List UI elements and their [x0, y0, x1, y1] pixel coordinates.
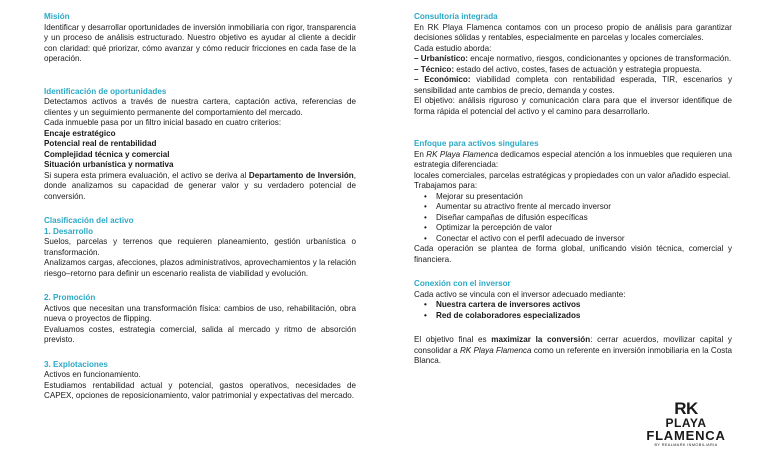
- consultoria-text: En RK Playa Flamenca contamos con un proceso propio de análisis para garantizar decisiones sólidas y rentables, especialmente en parcelas y locales comerciales.: [414, 22, 732, 42]
- logo-subtitle: BY REALMARK INMOBILIARIA: [654, 443, 718, 447]
- consultoria-item-urbanistico: – Urbanístico: encaje normativo, riesgos, condicionantes y opciones de transformación.: [414, 54, 732, 63]
- enfoque-intro: Trabajamos para:: [414, 181, 478, 190]
- identificacion-text: Detectamos activos a través de nuestra cartera, captación activa, referencias de clientes y un seguimiento permanente del comportamiento del mercado.: [44, 97, 356, 117]
- consultoria-heading: Consultoría integrada: [414, 12, 498, 21]
- enfoque-heading: Enfoque para activos singulares: [414, 139, 539, 148]
- mision-text: Identificar y desarrollar oportunidades de inversión inmobiliaria con rigor, transparencia y un proceso de análisis estructurado. Nuestro objetivo es ayudar al cliente a decidir con claridad: qué priorizar, cómo avanzar y cómo reducir fricciones en cada fase de la operación.: [44, 22, 356, 63]
- identificacion-conclusion: Si supera esta primera evaluación, el activo se deriva al Departamento de Inversión, donde analizamos su capacidad de generar valor y su verdadero potencial de conversión.: [44, 170, 356, 201]
- enfoque-text: En RK Playa Flamenca dedicamos especial atención a los inmuebles que requieren una estrategia diferenciada:: [414, 149, 732, 169]
- identificacion-intro: Cada inmueble pasa por un filtro inicial basado en cuatro criterios:: [44, 118, 282, 127]
- section-paragraph: Evaluamos costes, estrategia comercial, salida al mercado y ritmo de absorción previsto.: [44, 324, 356, 344]
- conexion-bullet: • Nuestra cartera de inversores activos: [414, 300, 732, 311]
- identificacion-heading: Identificación de oportunidades: [44, 86, 167, 96]
- consultoria-item-economico: – Económico: viabilidad completa con rentabilidad esperada, TIR, escenarios y sensibilidad ante cambios de precio, demanda y costes.: [414, 75, 732, 95]
- section-paragraph: Suelos, parcelas y terrenos que requieren planeamiento, gestión urbanística o transformación.: [44, 237, 356, 257]
- logo-line-flamenca: FLAMENCA: [646, 428, 726, 443]
- section-paragraph: Estudiamos rentabilidad actual y potencial, gastos operativos, necesidades de CAPEX, opciones de reposicionamiento, valor patrimonial y expectativas del mercado.: [44, 380, 356, 400]
- consultoria-objetivo: El objetivo: análisis riguroso y comunicación clara para que el inversor identifique de forma rápida el potencial del activo y el camino para desarrollarlo.: [414, 96, 732, 116]
- enfoque-conclusion: Cada operación se plantea de forma global, unificando visión técnica, comercial y financiera.: [414, 244, 732, 264]
- enfoque-bullet: • Conectar el activo con el perfil adecuado de inversor: [414, 234, 732, 245]
- criterion-item: Complejidad técnica y comercial: [44, 149, 170, 159]
- enfoque-text-2: locales comerciales, parcelas estratégicas y propiedades con un valor añadido especial.: [414, 170, 731, 180]
- section-title-promocion: 2. Promoción: [44, 293, 96, 302]
- section-paragraph: Analizamos cargas, afecciones, plazos administrativos, aprovechamientos y la relación riesgo–retorno para definir un escenario realista de viabilidad y evolución.: [44, 258, 356, 278]
- departamento-inversion: Departamento de Inversión: [248, 170, 354, 180]
- section-paragraph: Activos en funcionamiento.: [44, 370, 141, 379]
- consultoria-item-tecnico: – Técnico: estado del activo, costes, fases de actuación y estrategia propuesta.: [414, 64, 702, 74]
- clasificacion-heading: Clasificación del activo: [44, 216, 134, 225]
- rk-playa-flamenca-logo: [626, 400, 746, 448]
- enfoque-bullet: • Mejorar su presentación: [414, 192, 732, 203]
- enfoque-bullet: • Optimizar la percepción de valor: [414, 223, 732, 234]
- criterion-item: Potencial real de rentabilidad: [44, 139, 157, 148]
- enfoque-bullet: • Aumentar su atractivo frente al mercado inversor: [414, 202, 732, 213]
- right-column: [414, 12, 732, 367]
- criterion-item: Encaje estratégico: [44, 128, 116, 138]
- conexion-heading: Conexión con el inversor: [414, 279, 511, 288]
- section-title-explotaciones: 3. Explotaciones: [44, 359, 108, 369]
- section-title-desarrollo: 1. Desarrollo: [44, 226, 94, 236]
- criterion-item: Situación urbanística y normativa: [44, 160, 174, 169]
- conexion-bullet: • Red de colaboradores especializados: [414, 311, 732, 322]
- enfoque-bullet: • Diseñar campañas de difusión específicas: [414, 213, 732, 224]
- mision-heading: Misión: [44, 12, 70, 21]
- conexion-final: El objetivo final es maximizar la conversión: cerrar acuerdos, movilizar capital y consolidar a RK Playa Flamenca como un referente en inversión inmobiliaria en la Costa Blanca.: [414, 335, 732, 365]
- logo-line-playa: PLAYA: [665, 416, 707, 430]
- conexion-intro: Cada activo se vincula con el inversor adecuado mediante:: [414, 289, 626, 299]
- section-paragraph: Activos que necesitan una transformación física: cambios de uso, rehabilitación, obra nueva o proyectos de flipping.: [44, 303, 356, 323]
- rk-logo-mark: RK: [674, 399, 698, 418]
- consultoria-intro: Cada estudio aborda:: [414, 43, 492, 53]
- left-column: [44, 12, 356, 402]
